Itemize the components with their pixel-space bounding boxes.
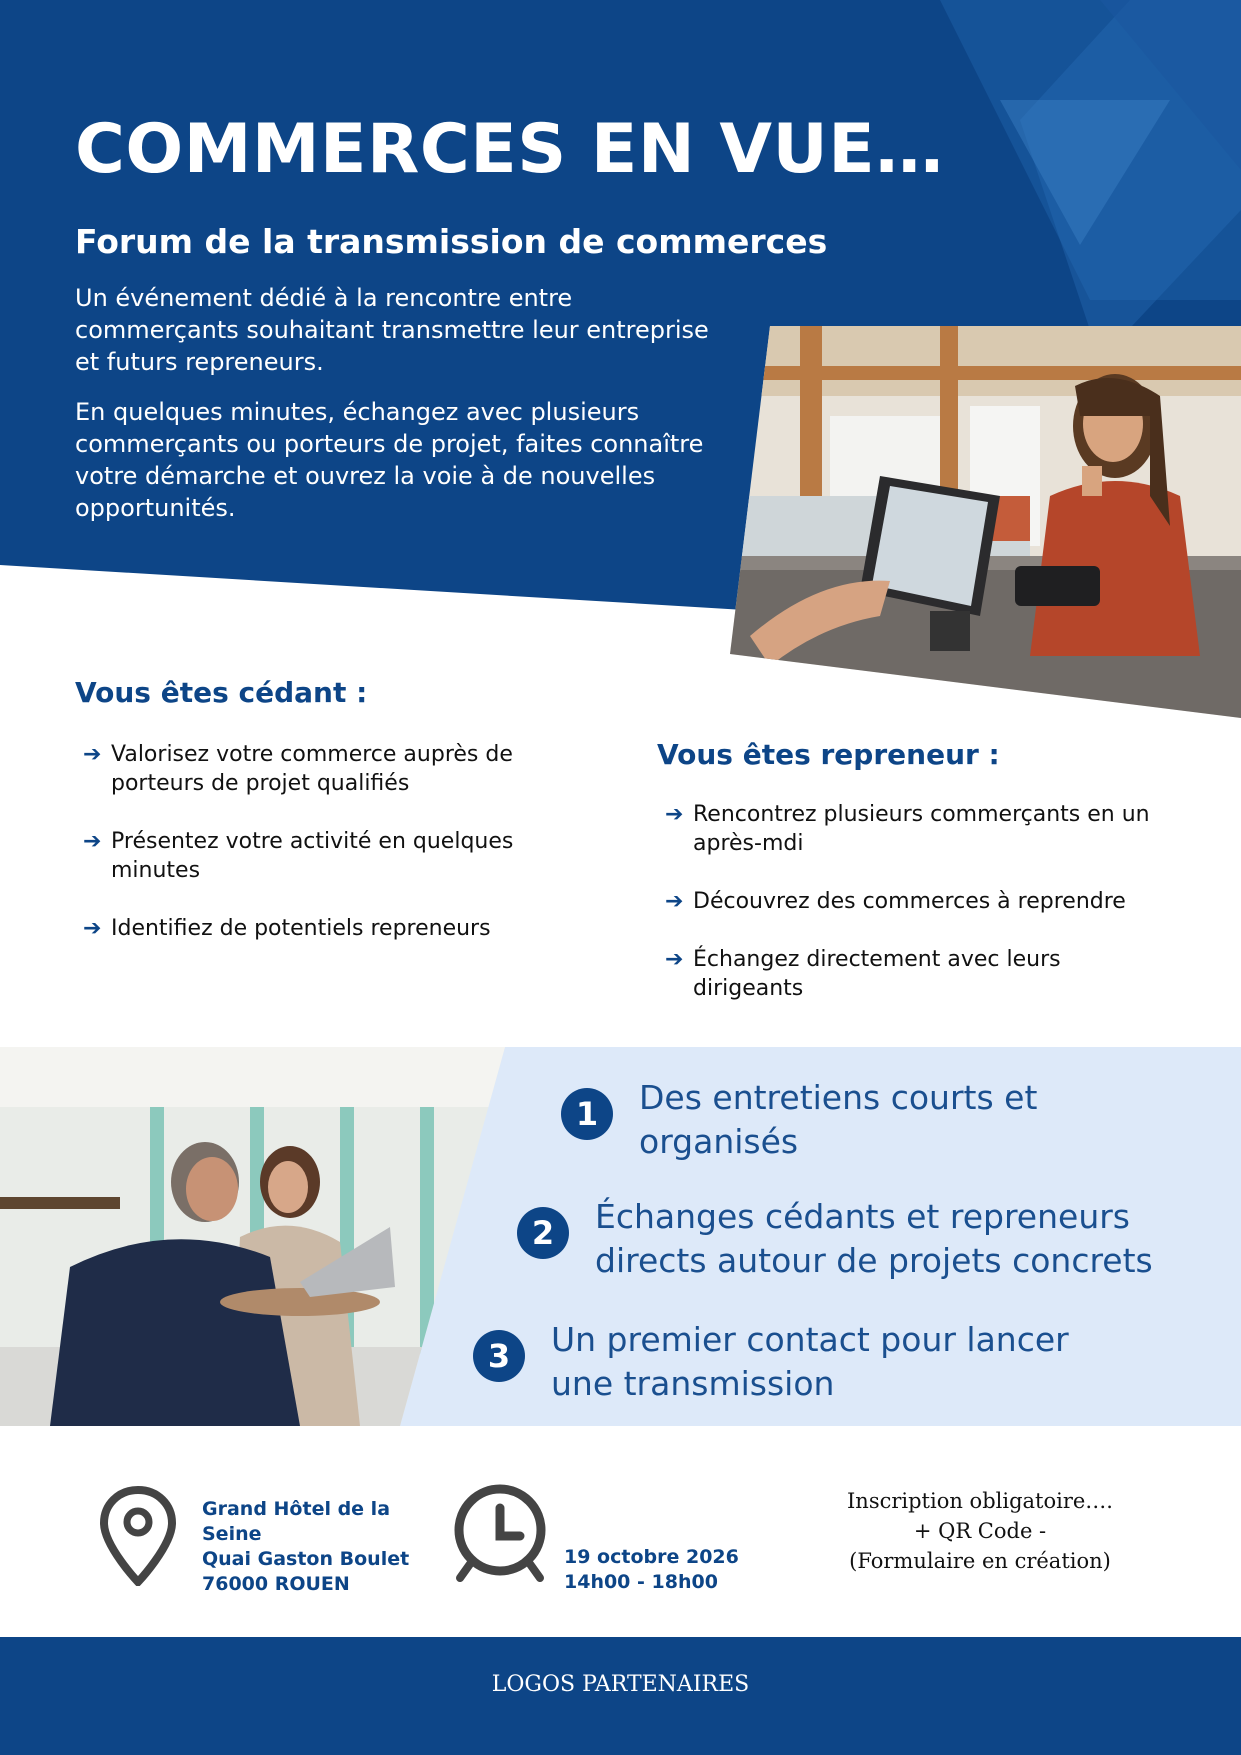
- cedant-item: ➔ Présentez votre activité en quelques minutes: [83, 829, 514, 883]
- map-pin-icon: [100, 1486, 176, 1586]
- intro-paragraph-1: Un événement dédié à la rencontre entre commerçants souhaitant transmettre leur entreprise et futurs repreneurs.: [75, 284, 709, 376]
- arrow-right-icon: ➔: [665, 889, 684, 914]
- step-1: [561, 1076, 1059, 1164]
- step-text: Un premier contact pour lancer une transmission: [551, 1320, 1069, 1403]
- arrow-right-icon: ➔: [665, 947, 684, 972]
- repreneur-list: [657, 800, 1177, 1032]
- poster-title: COMMERCES EN VUE…: [75, 110, 944, 189]
- step-number-badge: 3: [473, 1330, 525, 1382]
- partner-logos-label: LOGOS PARTENAIRES: [491, 1672, 750, 1697]
- alarm-clock-icon: [450, 1482, 550, 1584]
- step-number-badge: 1: [561, 1088, 613, 1140]
- step-2: [517, 1195, 1155, 1283]
- signup-note: Inscription obligatoire…. + QR Code - (Formulaire en création): [847, 1489, 1113, 1573]
- arrow-right-icon: ➔: [83, 916, 102, 941]
- step-text: Des entretiens courts et organisés: [639, 1078, 1038, 1161]
- repreneur-item: ➔ Rencontrez plusieurs commerçants en un après-mdi: [665, 802, 1150, 856]
- step-number-badge: 2: [517, 1207, 569, 1259]
- arrow-right-icon: ➔: [83, 742, 102, 767]
- event-datetime: 19 octobre 2026 14h00 - 18h00: [564, 1546, 739, 1593]
- step-text: Échanges cédants et repreneurs directs autour de projets concrets: [595, 1197, 1153, 1280]
- arrow-right-icon: ➔: [83, 829, 102, 854]
- intro-paragraph-2: En quelques minutes, échangez avec plusieurs commerçants ou porteurs de projet, faites connaître votre démarche et ouvrez la voie à de nouvelles opportunités.: [75, 398, 704, 522]
- poster-subtitle: Forum de la transmission de commerces: [75, 222, 828, 261]
- repreneur-heading: Vous êtes repreneur :: [657, 738, 1000, 771]
- cedant-item: ➔ Valorisez votre commerce auprès de porteurs de projet qualifiés: [83, 742, 513, 796]
- repreneur-item: ➔ Échangez directement avec leurs dirigeants: [665, 947, 1061, 1001]
- repreneur-item: ➔ Découvrez des commerces à reprendre: [665, 889, 1126, 914]
- venue-address: Grand Hôtel de la Seine Quai Gaston Boulet 76000 ROUEN: [202, 1498, 410, 1595]
- arrow-right-icon: ➔: [665, 802, 684, 827]
- cedant-item: ➔ Identifiez de potentiels repreneurs: [83, 916, 491, 941]
- shop-counter-photo: [730, 326, 1241, 718]
- cedant-heading: Vous êtes cédant :: [75, 676, 368, 709]
- meeting-photo: [0, 1047, 505, 1426]
- cedant-list: [75, 740, 575, 972]
- step-3: [473, 1318, 1131, 1406]
